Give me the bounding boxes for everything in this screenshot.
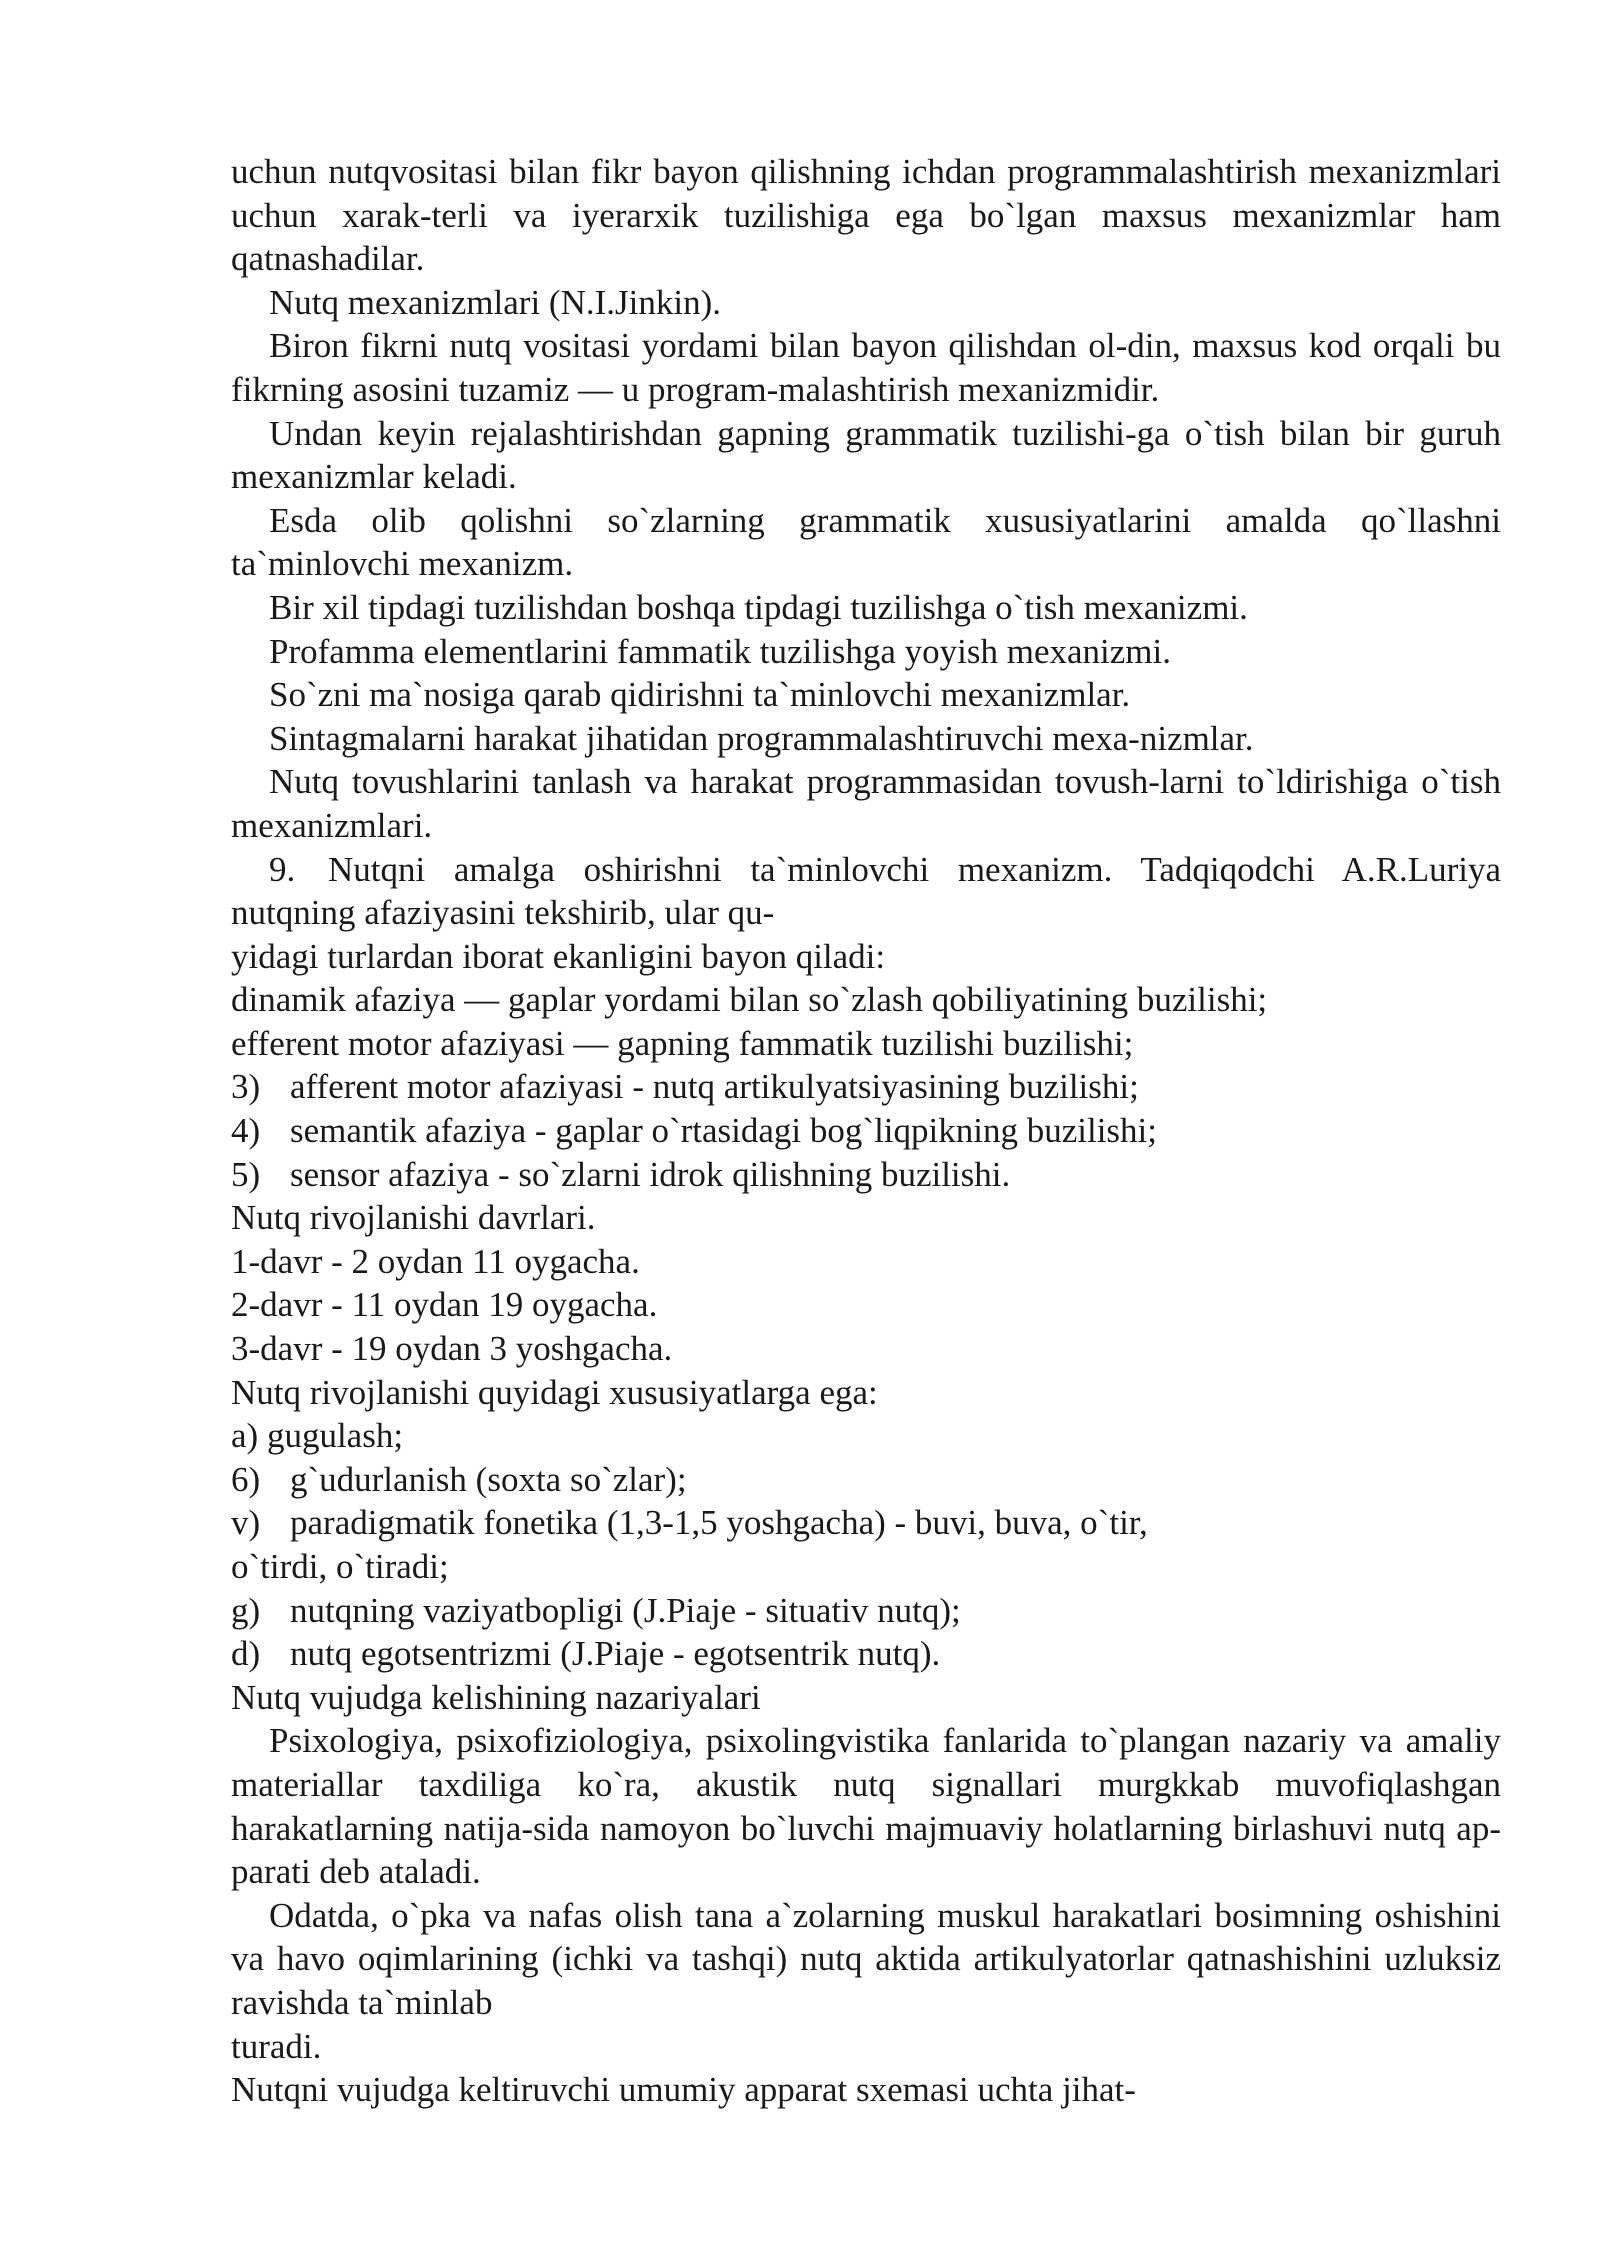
- list-item-continuation: o`tirdi, o`tiradi;: [231, 1547, 449, 1586]
- list-item-text: afferent motor afaziyasi - nutq artikulyatsiyasining buzilishi;: [290, 1067, 1139, 1107]
- list-item: [231, 1153, 1501, 1197]
- paragraph: Nutqni vujudga keltiruvchi umumiy apparat sxemasi uchta jihat-: [231, 2070, 1136, 2110]
- list-item: a) gugulash;: [231, 1416, 404, 1456]
- document-page: [231, 150, 1501, 2112]
- list-number: d): [231, 1634, 261, 1674]
- paragraph: Psixologiya, psixofiziologiya, psixolingvistika fanlarida to`plangan nazariy va amaliy materiallar taxdiliga ko`ra, akustik nutq signallari murgkkab muvofiqlashgan harakatlarning natija-sida namoyon bo`luvchi majmuaviy holatlarning birlashuvi nutq ap-parati deb ataladi.: [231, 1721, 1501, 1892]
- paragraph: Nutq rivojlanishi quyidagi xususiyatlarga ega:: [231, 1372, 878, 1412]
- list-number: 5): [231, 1154, 261, 1194]
- list-item: [231, 1589, 1501, 1633]
- list-number: v): [231, 1503, 261, 1543]
- list-item: [231, 1109, 1501, 1153]
- list-item: dinamik afaziya — gaplar yordami bilan so`zlash qobiliyatining buzilishi;: [231, 980, 1268, 1020]
- list-number: 3): [231, 1067, 261, 1107]
- list-item-text: g`udurlanish (soxta so`zlar);: [290, 1459, 687, 1499]
- section-heading: Nutq mexanizmlari (N.I.Jinkin).: [269, 282, 721, 322]
- list-item-text: semantik afaziya - gaplar o`rtasidagi bog`liqpikning buzilishi;: [290, 1111, 1157, 1151]
- list-item: 2-davr - 11 oydan 19 oygacha.: [231, 1285, 658, 1325]
- section-heading: Nutq rivojlanishi davrlari.: [231, 1198, 596, 1238]
- paragraph: Nutq tovushlarini tanlash va harakat programmasidan tovush-larni to`ldirishiga o`tish mexanizmlari.: [231, 762, 1501, 845]
- paragraph: Undan keyin rejalashtirishdan gapning grammatik tuzilishi-ga o`tish bilan bir guruh mexanizmlar keladi.: [231, 413, 1501, 497]
- list-item: [231, 1632, 1501, 1676]
- section-heading: Nutq vujudga kelishining nazariyalari: [231, 1677, 761, 1717]
- list-item-text: nutq egotsentrizmi (J.Piaje - egotsentrik nutq).: [290, 1634, 941, 1674]
- paragraph: uchun nutqvositasi bilan fikr bayon qilishning ichdan programmalashtirish mexanizmlari uchun xarak-terli va iyerarxik tuzilishiga ega bo`lgan maxsus mexanizmlar ham qatnashadilar.: [231, 152, 1501, 279]
- list-item: [231, 1458, 1501, 1502]
- paragraph: So`zni ma`nosiga qarab qidirishni ta`minlovchi mexanizmlar.: [269, 675, 1131, 715]
- paragraph: Biron fikrni nutq vositasi yordami bilan bayon qilishdan ol-din, maxsus kod orqali bu fikrning asosini tuzamiz — u program-malashtirish mexanizmidir.: [231, 326, 1501, 409]
- list-item-text: sensor afaziya - so`zlarni idrok qilishning buzilishi.: [290, 1154, 1011, 1194]
- list-item-text: nutqning vaziyatbopligi (J.Piaje - situativ nutq);: [290, 1590, 961, 1630]
- paragraph: Bir xil tipdagi tuzilishdan boshqa tipdagi tuzilishga o`tish mexanizmi.: [269, 587, 1248, 627]
- list-number: g): [231, 1590, 261, 1630]
- paragraph: turadi.: [231, 2026, 322, 2066]
- list-item: efferent motor afaziyasi — gapning fammatik tuzilishi buzilishi;: [231, 1023, 1134, 1063]
- paragraph: yidagi turlardan iborat ekanligini bayon qiladi:: [231, 936, 886, 976]
- list-number: 4): [231, 1111, 261, 1151]
- list-item-text: Nutqni amalga oshirishni ta`minlovchi mexanizm. Tadqiqodchi A.R.Luriya nutqning afaziyasini tekshirib, ular qu-: [231, 849, 1501, 933]
- list-item: 1-davr - 2 oydan 11 oygacha.: [231, 1241, 640, 1281]
- list-item: 3-davr - 19 oydan 3 yoshgacha.: [231, 1329, 673, 1369]
- list-item: [231, 1065, 1501, 1109]
- list-number: 9.: [269, 849, 296, 889]
- numbered-paragraph: [231, 848, 1501, 935]
- list-item: [231, 1501, 1501, 1545]
- list-item-text: paradigmatik fonetika (1,3-1,5 yoshgacha) - buvi, buva, o`tir,: [290, 1503, 1148, 1543]
- paragraph: Profamma elementlarini fammatik tuzilishga yoyish mexanizmi.: [269, 631, 1171, 671]
- paragraph: Sintagmalarni harakat jihatidan programmalashtiruvchi mexa-nizmlar.: [269, 718, 1254, 758]
- paragraph: Odatda, o`pka va nafas olish tana a`zolarning muskul harakatlari bosimning oshishini va havo oqimlarining (ichki va tashqi) nutq aktida artikulyatorlar qatnashishini uzluksiz ravishda ta`minlab: [231, 1895, 1501, 2022]
- paragraph: Esda olib qolishni so`zlarning grammatik xususiyatlarini amalda qo`llashni ta`minlovchi mexanizm.: [231, 500, 1501, 584]
- list-number: 6): [231, 1459, 261, 1499]
